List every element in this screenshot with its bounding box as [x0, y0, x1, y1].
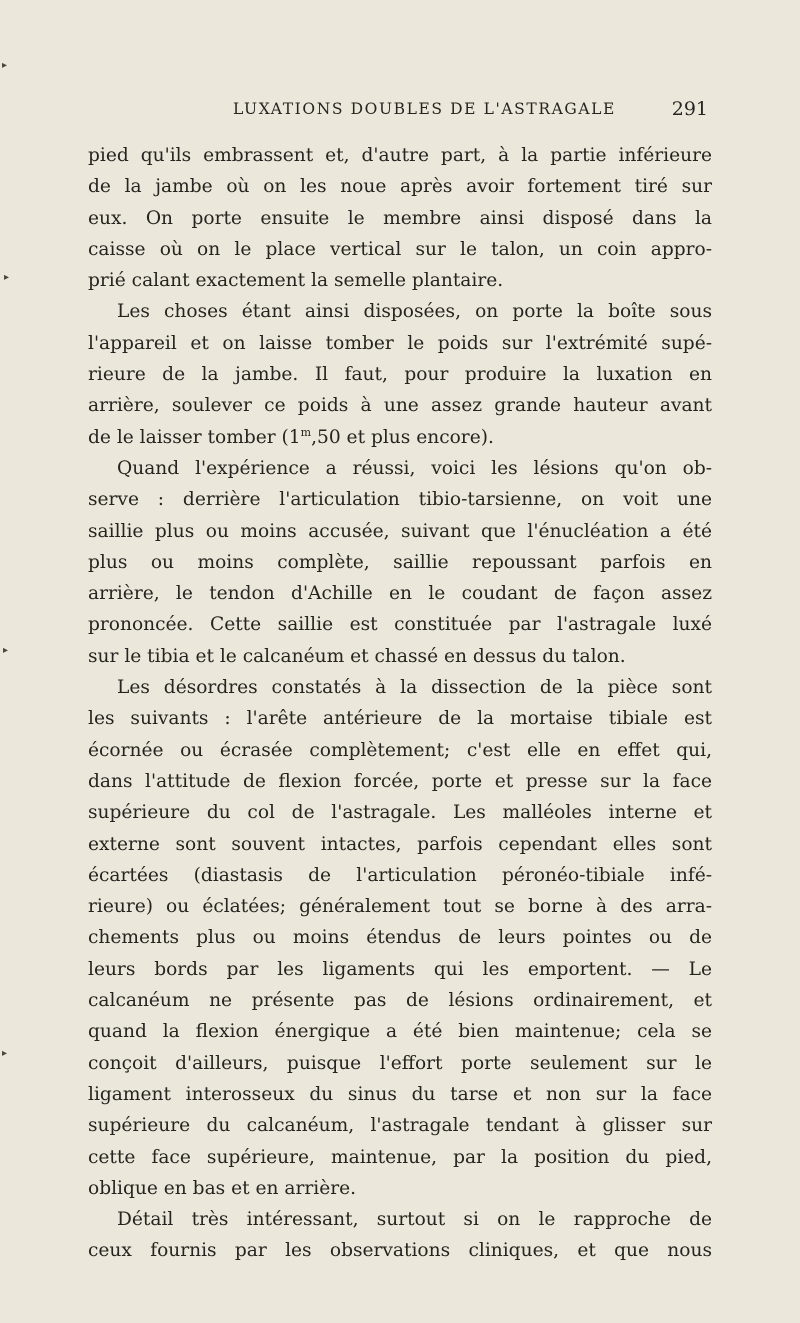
- running-head-title: LUXATIONS DOUBLES DE L'ASTRAGALE: [233, 100, 616, 118]
- text-line: plus ou moins complète, saillie repoussant parfois en: [88, 551, 712, 573]
- text-line: supérieure du calcanéum, l'astragale tendant à glisser sur: [88, 1115, 712, 1137]
- text-line: chements plus ou moins étendus de leurs pointes ou de: [88, 927, 712, 949]
- text-line: Les désordres constatés à la dissection de la pièce sont: [117, 677, 712, 699]
- unit-superscript: m: [300, 425, 312, 439]
- text-line: rieure) ou éclatées; généralement tout se borne à des arra-: [88, 896, 712, 918]
- text-line: arrière, le tendon d'Achille en le coudant de façon assez: [88, 583, 712, 605]
- text-line: leurs bords par les ligaments qui les emportent. — Le: [88, 958, 712, 980]
- margin-mark: ▸: [3, 645, 9, 656]
- text-line: oblique en bas et en arrière.: [88, 1177, 357, 1199]
- text-line: prié calant exactement la semelle plantaire.: [88, 270, 504, 292]
- text-line: quand la flexion énergique a été bien maintenue; cela se: [88, 1021, 712, 1043]
- text-line: supérieure du col de l'astragale. Les malléoles interne et: [88, 802, 712, 824]
- margin-mark: ▸: [2, 60, 8, 71]
- text-line: arrière, soulever ce poids à une assez grande hauteur avant: [88, 395, 712, 417]
- page-number: 291: [671, 98, 708, 120]
- text-line: Les choses étant ainsi disposées, on porte la boîte sous: [117, 301, 712, 323]
- text-line: caisse où on le place vertical sur le talon, un coin appro-: [88, 238, 712, 260]
- text-line: pied qu'ils embrassent et, d'autre part, à la partie inférieure: [88, 145, 712, 166]
- text-line: ligament interosseux du sinus du tarse et non sur la face: [88, 1083, 712, 1105]
- text-line: Détail très intéressant, surtout si on le rapproche de: [117, 1209, 712, 1231]
- text-line: conçoit d'ailleurs, puisque l'effort porte seulement sur le: [88, 1052, 712, 1074]
- text-line-with-measure: [88, 422, 712, 453]
- text-line: saillie plus ou moins accusée, suivant que l'énucléation a été: [88, 520, 712, 542]
- text-line: ceux fournis par les observations cliniques, et que nous: [88, 1240, 712, 1262]
- text-line: eux. On porte ensuite le membre ainsi disposé dans la: [88, 207, 712, 229]
- measure-text: de le laisser tomber (1: [88, 426, 301, 448]
- text-line: cette face supérieure, maintenue, par la position du pied,: [88, 1146, 712, 1168]
- text-line: dans l'attitude de flexion forcée, porte et presse sur la face: [88, 770, 712, 792]
- text-line: les suivants : l'arête antérieure de la mortaise tibiale est: [88, 708, 712, 730]
- text-line: calcanéum ne présente pas de lésions ordinairement, et: [88, 990, 712, 1012]
- margin-mark: ▸: [4, 272, 10, 283]
- margin-mark: ▸: [2, 1048, 8, 1059]
- text-line: de la jambe où on les noue après avoir fortement tiré sur: [88, 176, 712, 198]
- running-head: [88, 100, 708, 126]
- text-line: sur le tibia et le calcanéum et chassé en dessus du talon.: [88, 645, 626, 667]
- text-line: écartées (diastasis de l'articulation péronéo-tibiale infé-: [88, 864, 712, 886]
- text-line: rieure de la jambe. Il faut, pour produire la luxation en: [88, 364, 712, 386]
- measure-text-tail: ,50 et plus encore).: [311, 426, 494, 448]
- text-line: l'appareil et on laisse tomber le poids sur l'extrémité supé-: [88, 332, 712, 354]
- body-text: [88, 140, 712, 1267]
- text-line: serve : derrière l'articulation tibio-tarsienne, on voit une: [88, 489, 712, 511]
- text-line: prononcée. Cette saillie est constituée par l'astragale luxé: [88, 614, 712, 636]
- text-line: écornée ou écrasée complètement; c'est elle en effet qui,: [88, 739, 712, 761]
- text-line: Quand l'expérience a réussi, voici les lésions qu'on ob-: [117, 457, 712, 479]
- text-line: externe sont souvent intactes, parfois cependant elles sont: [88, 833, 712, 855]
